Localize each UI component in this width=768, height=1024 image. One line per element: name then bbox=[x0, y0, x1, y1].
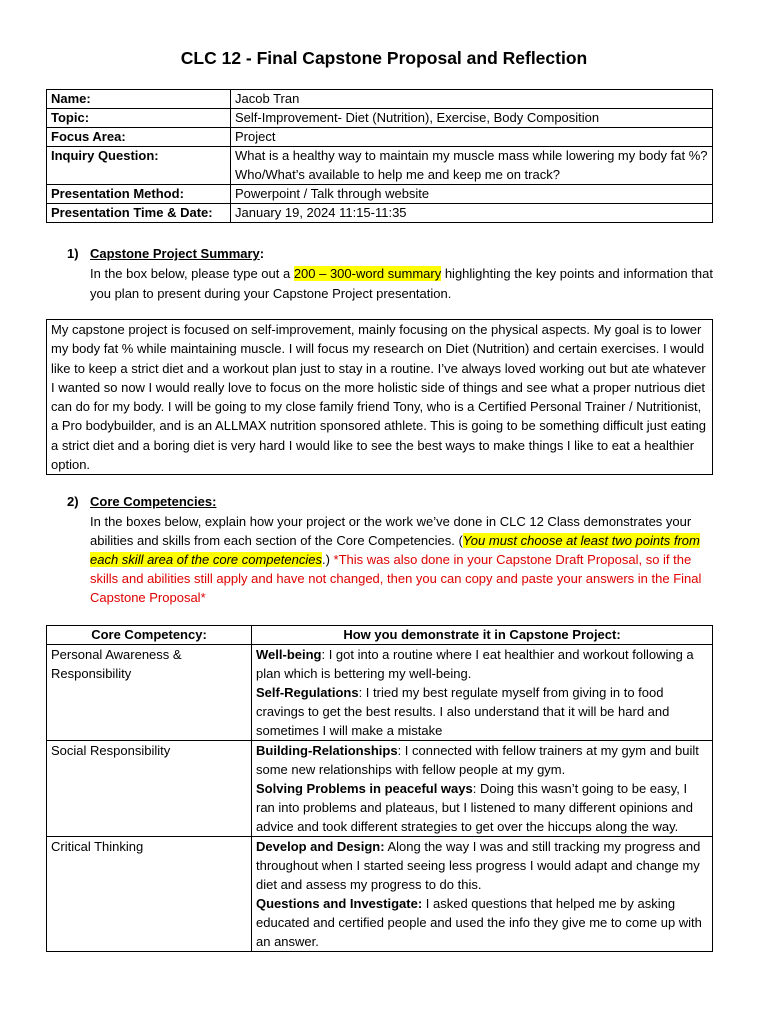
point-label: Questions and Investigate: bbox=[256, 896, 423, 911]
point-label: Self-Regulations bbox=[256, 685, 359, 700]
point-label: Solving Problems in peaceful ways bbox=[256, 781, 473, 796]
instruction-text: .) bbox=[321, 552, 334, 567]
demonstration-header: How you demonstrate it in Capstone Project: bbox=[252, 626, 713, 645]
section-heading bbox=[67, 244, 717, 264]
competency-header: Core Competency: bbox=[47, 626, 252, 645]
highlighted-text: You must choose at least two points from each skill area of the core competencies bbox=[90, 533, 700, 567]
point-label: Develop and Design: bbox=[256, 839, 385, 854]
section-instructions bbox=[67, 264, 717, 304]
point-label: Well-being bbox=[256, 647, 322, 662]
info-label: Topic: bbox=[47, 109, 231, 128]
competency-detail bbox=[252, 837, 713, 952]
section-heading-text: Capstone Project Summary bbox=[90, 246, 260, 261]
instruction-text: In the box below, please type out a bbox=[90, 266, 294, 281]
info-row bbox=[47, 109, 713, 128]
point-text: Along the way I was and still tracking my progress and throughout when I started seeing less progress I would adapt and change my diet and assess my progress to do this. bbox=[256, 839, 701, 892]
info-value: What is a healthy way to maintain my muscle mass while lowering my body fat %? Who/What’s available to help me and keep me on track? bbox=[231, 147, 713, 185]
instruction-text: In the boxes below, explain how your project or the work we’ve done in CLC 12 Class demonstrates your abilities and skills from each section of the Core Competencies. ( bbox=[90, 514, 692, 548]
competency-header-row bbox=[47, 626, 713, 645]
info-value: Powerpoint / Talk through website bbox=[231, 185, 713, 204]
info-value: January 19, 2024 11:15-11:35 bbox=[231, 204, 713, 223]
point-label: Building-Relationships bbox=[256, 743, 398, 758]
section-instructions bbox=[67, 512, 717, 607]
section-capstone-summary bbox=[67, 244, 717, 304]
section-number: 2) bbox=[67, 494, 79, 509]
info-row bbox=[47, 128, 713, 147]
info-label: Presentation Time & Date: bbox=[47, 204, 231, 223]
competency-row bbox=[47, 741, 713, 837]
competency-row bbox=[47, 645, 713, 741]
section-heading bbox=[67, 492, 717, 512]
summary-box: My capstone project is focused on self-improvement, mainly focusing on the physical aspects. My goal is to lower my body fat % while maintaining muscle. I will focus my research on Diet (Nutrition) and certain exercises. I would like to keep a strict diet and a workout plan just to stay in a routine. I’ve always loved working out but ate whatever I wanted so now I would really love to focus on the more holistic side of things and see what a proper nutrious diet can do for my body. I will be going to my close family friend Tony, who is a Certified Personal Trainer / Nutritionist, a Pro bodybuilder, and is an ALLMAX nutrition sponsored athlete. This is going to be something difficult just eating a strict diet and a boring diet is very hard I would like to see the best ways to make things I like to eat a healthier option. bbox=[46, 319, 713, 475]
competency-detail bbox=[252, 741, 713, 837]
section-number: 1) bbox=[67, 246, 79, 261]
instruction-text: highlighting the key points and information that you plan to present during your Capstone Project presentation. bbox=[90, 266, 713, 301]
document-title: CLC 12 - Final Capstone Proposal and Reflection bbox=[180, 48, 588, 68]
section-core-competencies bbox=[67, 492, 717, 607]
point-text: : I connected with fellow trainers at my gym and built some new relationships with fellow people at my gym. bbox=[256, 743, 699, 777]
highlighted-text: 200 – 300-word summary bbox=[293, 266, 442, 281]
info-row bbox=[47, 90, 713, 109]
competency-row bbox=[47, 837, 713, 952]
point-text: : I tried my best regulate myself from giving in to food cravings to get the best results. I also understand that it will be hard and sometimes I will make a mistake bbox=[256, 685, 670, 738]
competency-name: Critical Thinking bbox=[47, 837, 252, 952]
point-text: : Doing this wasn’t going to be easy, I ran into problems and plateaus, but I listened to many different opinions and advice and took different strategies to get over the hiccups along the way. bbox=[256, 781, 693, 834]
competency-detail bbox=[252, 645, 713, 741]
info-value: Self-Improvement- Diet (Nutrition), Exercise, Body Composition bbox=[231, 109, 713, 128]
info-label: Inquiry Question: bbox=[47, 147, 231, 185]
competency-name: Personal Awareness & Responsibility bbox=[47, 645, 252, 741]
info-label: Focus Area: bbox=[47, 128, 231, 147]
info-label: Name: bbox=[47, 90, 231, 109]
info-row bbox=[47, 147, 713, 185]
info-row bbox=[47, 204, 713, 223]
competency-name: Social Responsibility bbox=[47, 741, 252, 837]
red-note: *This was also done in your Capstone Draft Proposal, so if the skills and abilities still apply and have not changed, then you can copy and paste your answers in the Final Capstone Proposal* bbox=[90, 552, 702, 605]
section-heading-text: Core Competencies: bbox=[90, 494, 217, 509]
info-value: Jacob Tran bbox=[231, 90, 713, 109]
point-text: : I got into a routine where I eat healthier and workout following a plan which is bettering my well-being. bbox=[256, 647, 694, 681]
info-table bbox=[46, 89, 713, 223]
competency-table bbox=[46, 625, 713, 952]
info-label: Presentation Method: bbox=[47, 185, 231, 204]
info-value: Project bbox=[231, 128, 713, 147]
point-text: I asked questions that helped me by asking educated and certified people and used the info they give me to come up with an answer. bbox=[256, 896, 702, 949]
info-row bbox=[47, 185, 713, 204]
section-heading-colon: : bbox=[259, 246, 265, 261]
